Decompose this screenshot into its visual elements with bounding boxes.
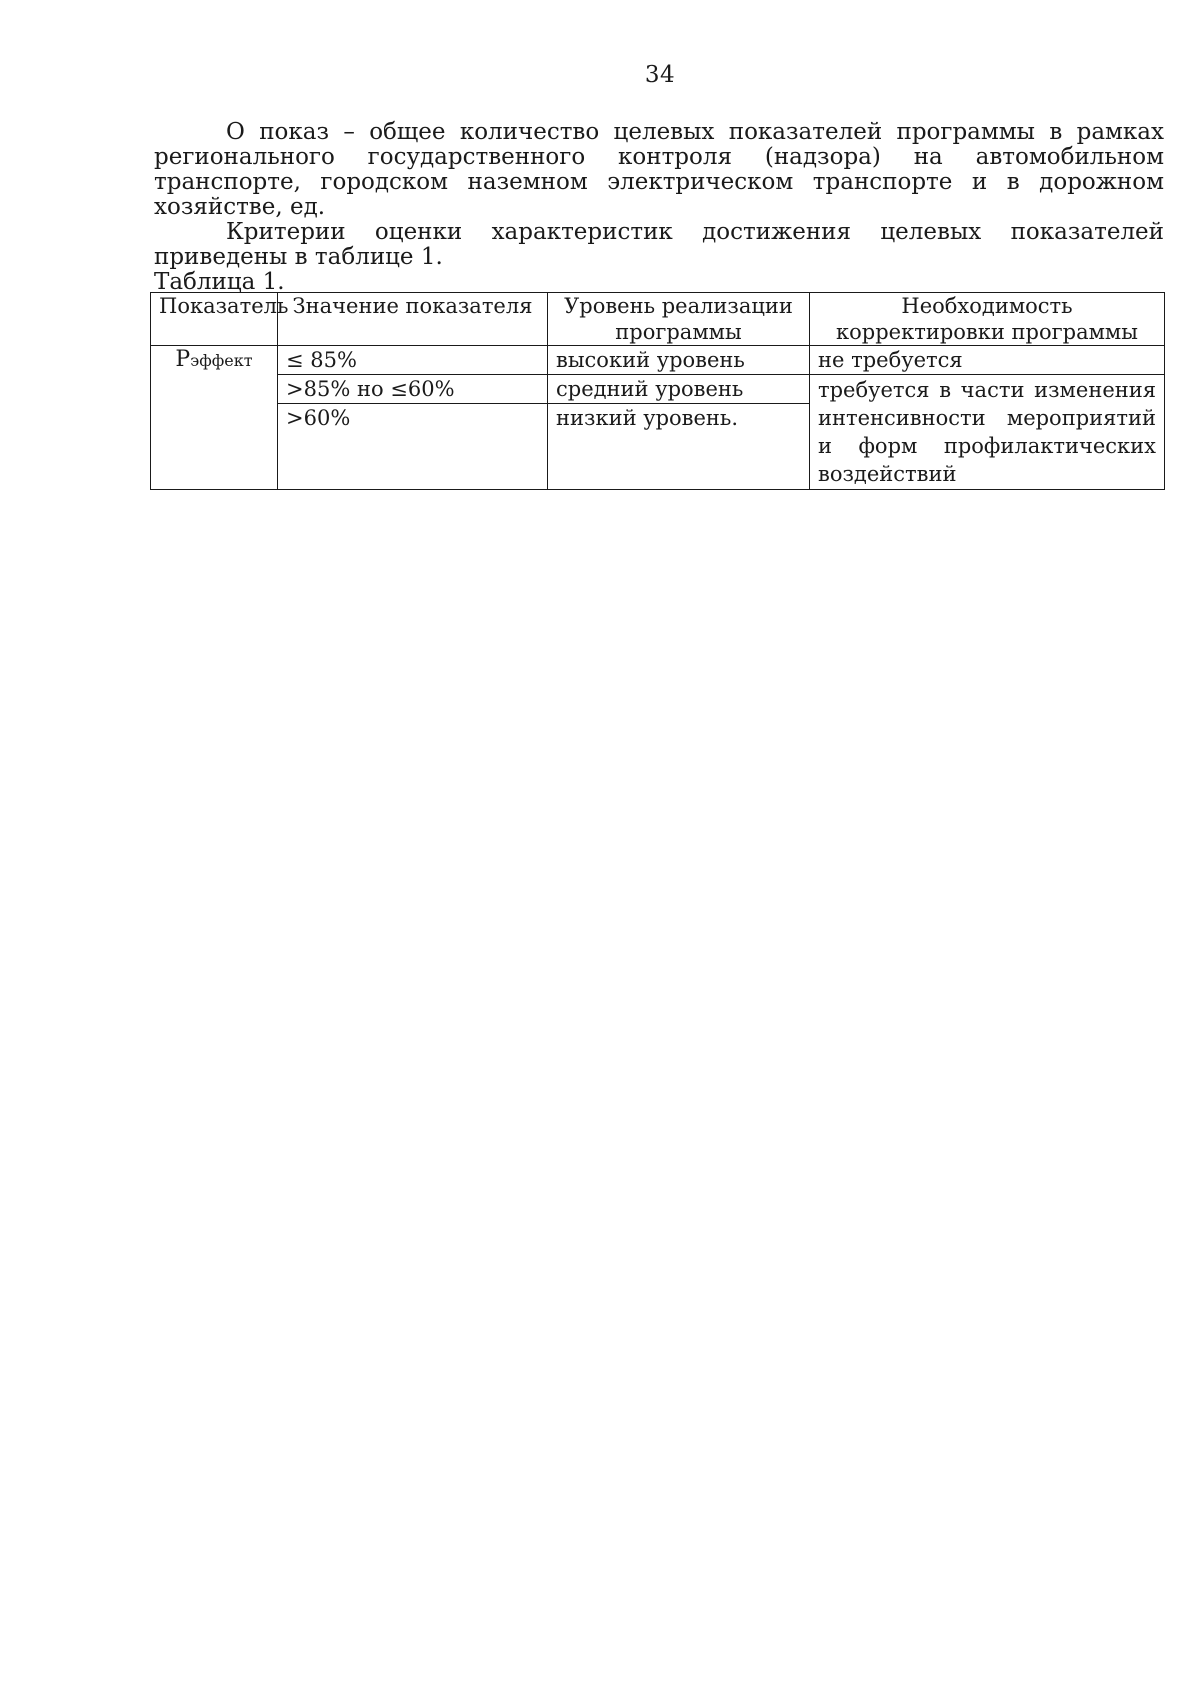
table-header-row [151,293,1165,346]
level-cell: средний уровень [548,375,810,404]
header-level: Уровень реализации программы [548,293,810,346]
need-cell: требуется в части изменения интенсивности мероприятий и форм профилактических воздействий [810,375,1165,490]
table-caption: Таблица 1. [154,269,285,295]
header-indicator: Показатель [151,293,278,346]
table-row [151,346,1165,375]
header-value: Значение показателя [278,293,548,346]
level-cell: высокий уровень [548,346,810,375]
level-cell: низкий уровень. [548,404,810,490]
criteria-table [150,292,1165,490]
value-cell: >85% но ≤60% [278,375,548,404]
value-cell: >60% [278,404,548,490]
paragraph-definition: О показ – общее количество целевых показателей программы в рамках регионального государственного контроля (надзора) на автомобильном транспорте, городском наземном электрическом транспорте и в дорожном хозяйстве, ед. [154,119,1164,220]
indicator-cell [151,346,278,490]
indicator-subscript: эффект [190,351,253,370]
header-need: Необходимость корректировки программы [810,293,1165,346]
table-row [151,375,1165,404]
body-text [154,120,1164,295]
indicator-symbol: Р [175,347,191,372]
page-number: 34 [644,62,676,88]
value-cell: ≤ 85% [278,346,548,375]
paragraph-criteria: Критерии оценки характеристик достижения целевых показателей приведены в таблице 1. [154,219,1164,270]
need-cell: не требуется [810,346,1165,375]
